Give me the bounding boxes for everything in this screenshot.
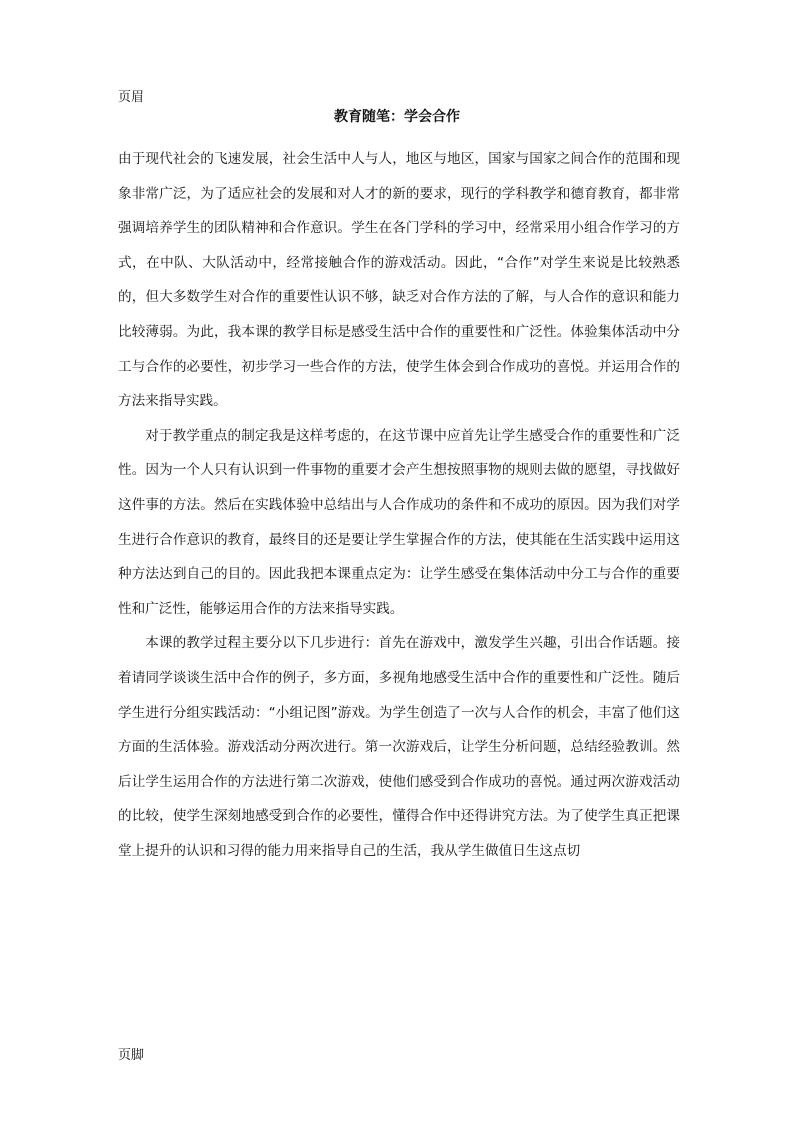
paragraph-3: 本课的教学过程主要分以下几步进行：首先在游戏中，激发学生兴趣，引出合作话题。接着请同学谈谈生活中合作的例子，多方面，多视角地感受生活中合作的重要性和广泛性。随后学生进行分组实践活动：“小组记图”游戏。为学生创造了一次与人合作的机会，丰富了他们这方面的生活体验。游戏活动分两次进行。第一次游戏后，让学生分析问题，总结经验教训。然后让学生运用合作的方法进行第二次游戏，使他们感受到合作成功的喜悦。通过两次游戏活动的比较，使学生深刻地感受到合作的必要性，懂得合作中还得讲究方法。为了使学生真正把课堂上提升的认识和习得的能力用来指导自己的生活，我从学生做值日生这点切	[118, 635, 680, 859]
paragraph-2: 对于教学重点的制定我是这样考虑的，在这节课中应首先让学生感受合作的重要性和广泛性。因为一个人只有认识到一件事物的重要才会产生想按照事物的规则去做的愿望，寻找做好这件事的方法。然后在实践体验中总结出与人合作成功的条件和不成功的原因。因为我们对学生进行合作意识的教育，最终目的还是要让学生掌握合作的方法，使其能在生活实践中运用这种方法达到自己的目的。因此我把本课重点定为：让学生感受在集体活动中分工与合作的重要性和广泛性，能够运用合作的方法来指导实践。	[118, 427, 680, 617]
document-title: 教育随笔：学会合作	[334, 109, 460, 125]
document-body	[118, 142, 680, 868]
page-header: 页眉	[118, 90, 145, 105]
page-footer: 页脚	[118, 1048, 145, 1063]
paragraph-1: 由于现代社会的飞速发展，社会生活中人与人，地区与地区，国家与国家之间合作的范围和现象非常广泛，为了适应社会的发展和对人才的新的要求，现行的学科教学和德育教育，都非常强调培养学生的团队精神和合作意识。学生在各门学科的学习中，经常采用小组合作学习的方式，在中队、大队活动中，经常接触合作的游戏活动。因此，“合作”对学生来说是比较熟悉的，但大多数学生对合作的重要性认识不够，缺乏对合作方法的了解，与人合作的意识和能力比较薄弱。为此，我本课的教学目标是感受生活中合作的重要性和广泛性。体验集体活动中分工与合作的必要性，初步学习一些合作的方法，使学生体会到合作成功的喜悦。并运用合作的方法来指导实践。	[118, 151, 680, 410]
